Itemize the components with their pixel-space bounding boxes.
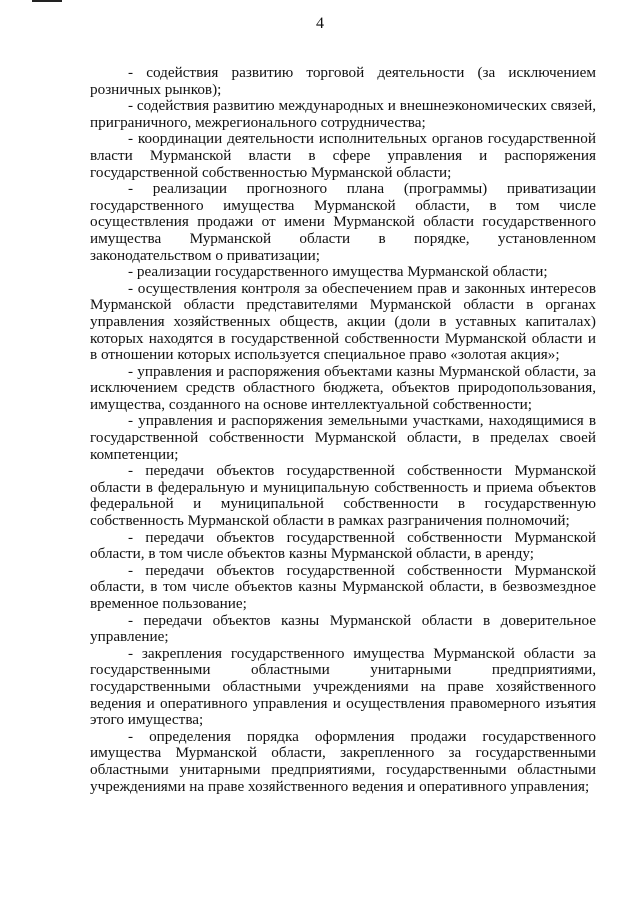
list-item: - реализации прогнозного плана (программы) приватизации государственного имущества Мурманской области, в том числе осуществления продажи от имени Мурманской области государственного имущества Мурманской области в порядке, установленном законодательством о приватизации; <box>90 180 596 264</box>
list-item: - передачи объектов государственной собственности Мурманской области в федеральную и муниципальную собственность и приема объектов федеральной и муниципальной собственности в государственную собственность Мурманской области в рамках разграничения полномочий; <box>90 462 596 530</box>
list-item: - управления и распоряжения объектами казны Мурманской области, за исключением средств областного бюджета, объектов природопользования, имущества, созданного на основе интеллектуальной собственности; <box>90 362 596 413</box>
list-item: - содействия развитию международных и внешнеэкономических связей, приграничного, межрегионального сотрудничества; <box>90 97 596 131</box>
list-item: - управления и распоряжения земельными участками, находящимися в государственной собственности Мурманской области, в пределах своей компетенции; <box>90 412 596 463</box>
page-number: 4 <box>316 15 324 32</box>
list-item: - реализации государственного имущества Мурманской области; <box>128 263 548 281</box>
list-item: - осуществления контроля за обеспечением прав и законных интересов Мурманской области представителями Мурманской области в органах управления хозяйственных обществ, акции (доли в уставных капиталах) которых находятся в государственной собственности Мурманской области и в отношении которых используется специальное право «золотая акция»; <box>90 279 596 364</box>
list-item: - координации деятельности исполнительных органов государственной власти Мурманской власти в сфере управления и распоряжения государственной собственностью Мурманской области; <box>90 130 596 181</box>
list-item: - передачи объектов казны Мурманской области в доверительное управление; <box>90 611 596 646</box>
list-item: - определения порядка оформления продажи государственного имущества Мурманской области, закрепленного за государственными областными унитарными предприятиями, государственными областными учреждениями на праве хозяйственного ведения и оперативного управления; <box>90 727 596 795</box>
list-item: - закрепления государственного имущества Мурманской области за государственными областными унитарными предприятиями, государственными областными учреждениями на праве хозяйственного ведения и оперативного управления и осуществления правомерного изъятия этого имущества; <box>90 644 596 729</box>
document-body <box>90 65 596 795</box>
list-item: - передачи объектов государственной собственности Мурманской области, в том числе объектов казны Мурманской области, в безвозмездное временное пользование; <box>90 561 596 612</box>
list-item: - передачи объектов государственной собственности Мурманской области, в том числе объектов казны Мурманской области, в аренду; <box>90 528 596 563</box>
list-item: - содействия развитию торговой деятельности (за исключением розничных рынков); <box>90 64 596 98</box>
scan-edge-mark <box>32 0 62 2</box>
